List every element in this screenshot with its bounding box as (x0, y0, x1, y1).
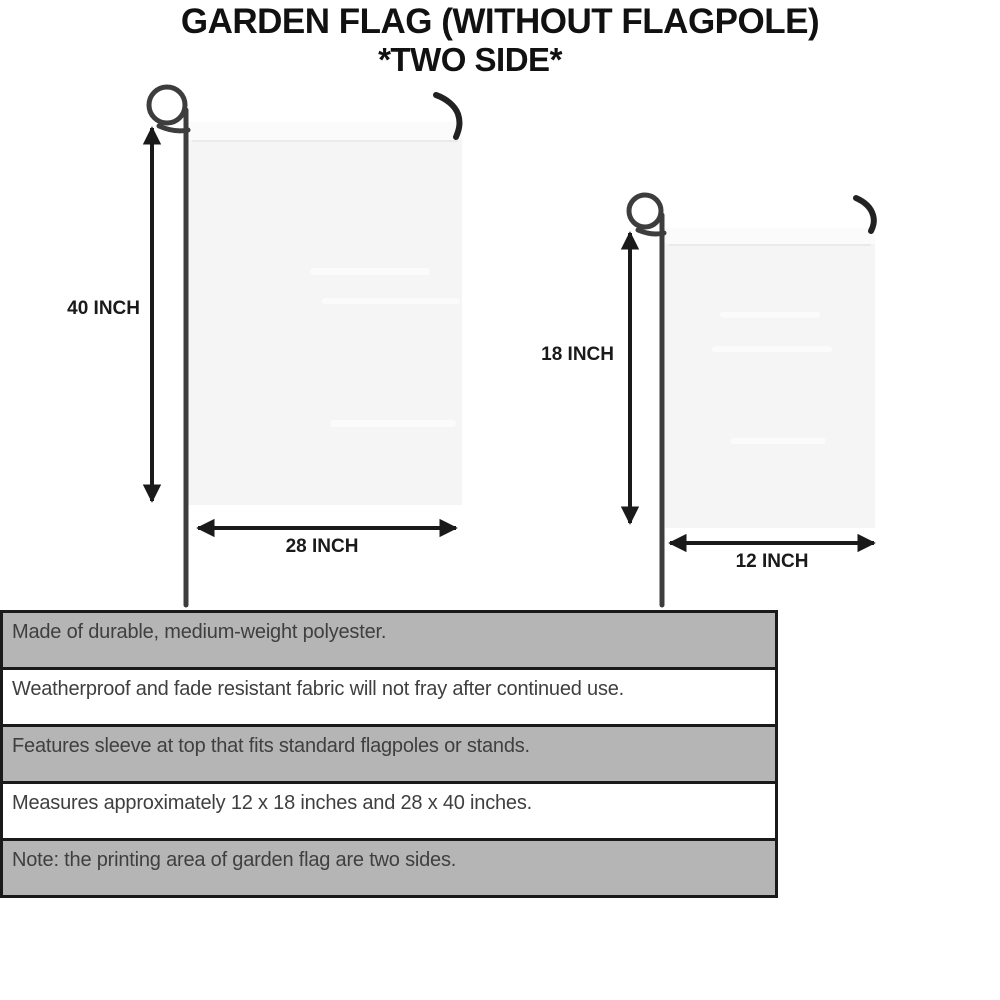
feature-text: Measures approximately 12 x 18 inches and 28 x 40 inches. (12, 792, 533, 814)
small-flag-graphic (629, 195, 875, 605)
feature-row-measures (3, 784, 775, 841)
feature-row-material (3, 613, 775, 670)
large-flagpole-loop-icon (149, 87, 185, 123)
feature-text: Note: the printing area of garden flag are two sides. (12, 849, 457, 871)
feature-text: Weatherproof and fade resistant fabric will not fray after continued use. (12, 678, 625, 700)
small-height-label: 18 INCH (541, 344, 614, 365)
feature-row-sleeve (3, 727, 775, 784)
large-flag-graphic (149, 87, 462, 605)
small-flagpole-loop-icon (629, 195, 661, 227)
large-height-label: 40 INCH (67, 298, 140, 319)
feature-row-note (3, 841, 775, 895)
small-flag-fabric (665, 228, 875, 528)
large-flag-fabric (188, 122, 462, 505)
title-line-1: GARDEN FLAG (WITHOUT FLAGPOLE) (180, 2, 820, 41)
large-flag-sleeve (188, 122, 462, 140)
small-flag-hook-icon (856, 198, 874, 231)
feature-text: Features sleeve at top that fits standard flagpoles or stands. (12, 735, 530, 757)
feature-text: Made of durable, medium-weight polyester. (12, 621, 387, 643)
small-flag-sleeve (665, 228, 875, 244)
small-width-label: 12 INCH (735, 551, 809, 572)
feature-table (0, 610, 778, 898)
feature-row-weatherproof (3, 670, 775, 727)
large-width-label: 28 INCH (285, 536, 359, 557)
title-line-2: *TWO SIDE* (378, 41, 562, 78)
